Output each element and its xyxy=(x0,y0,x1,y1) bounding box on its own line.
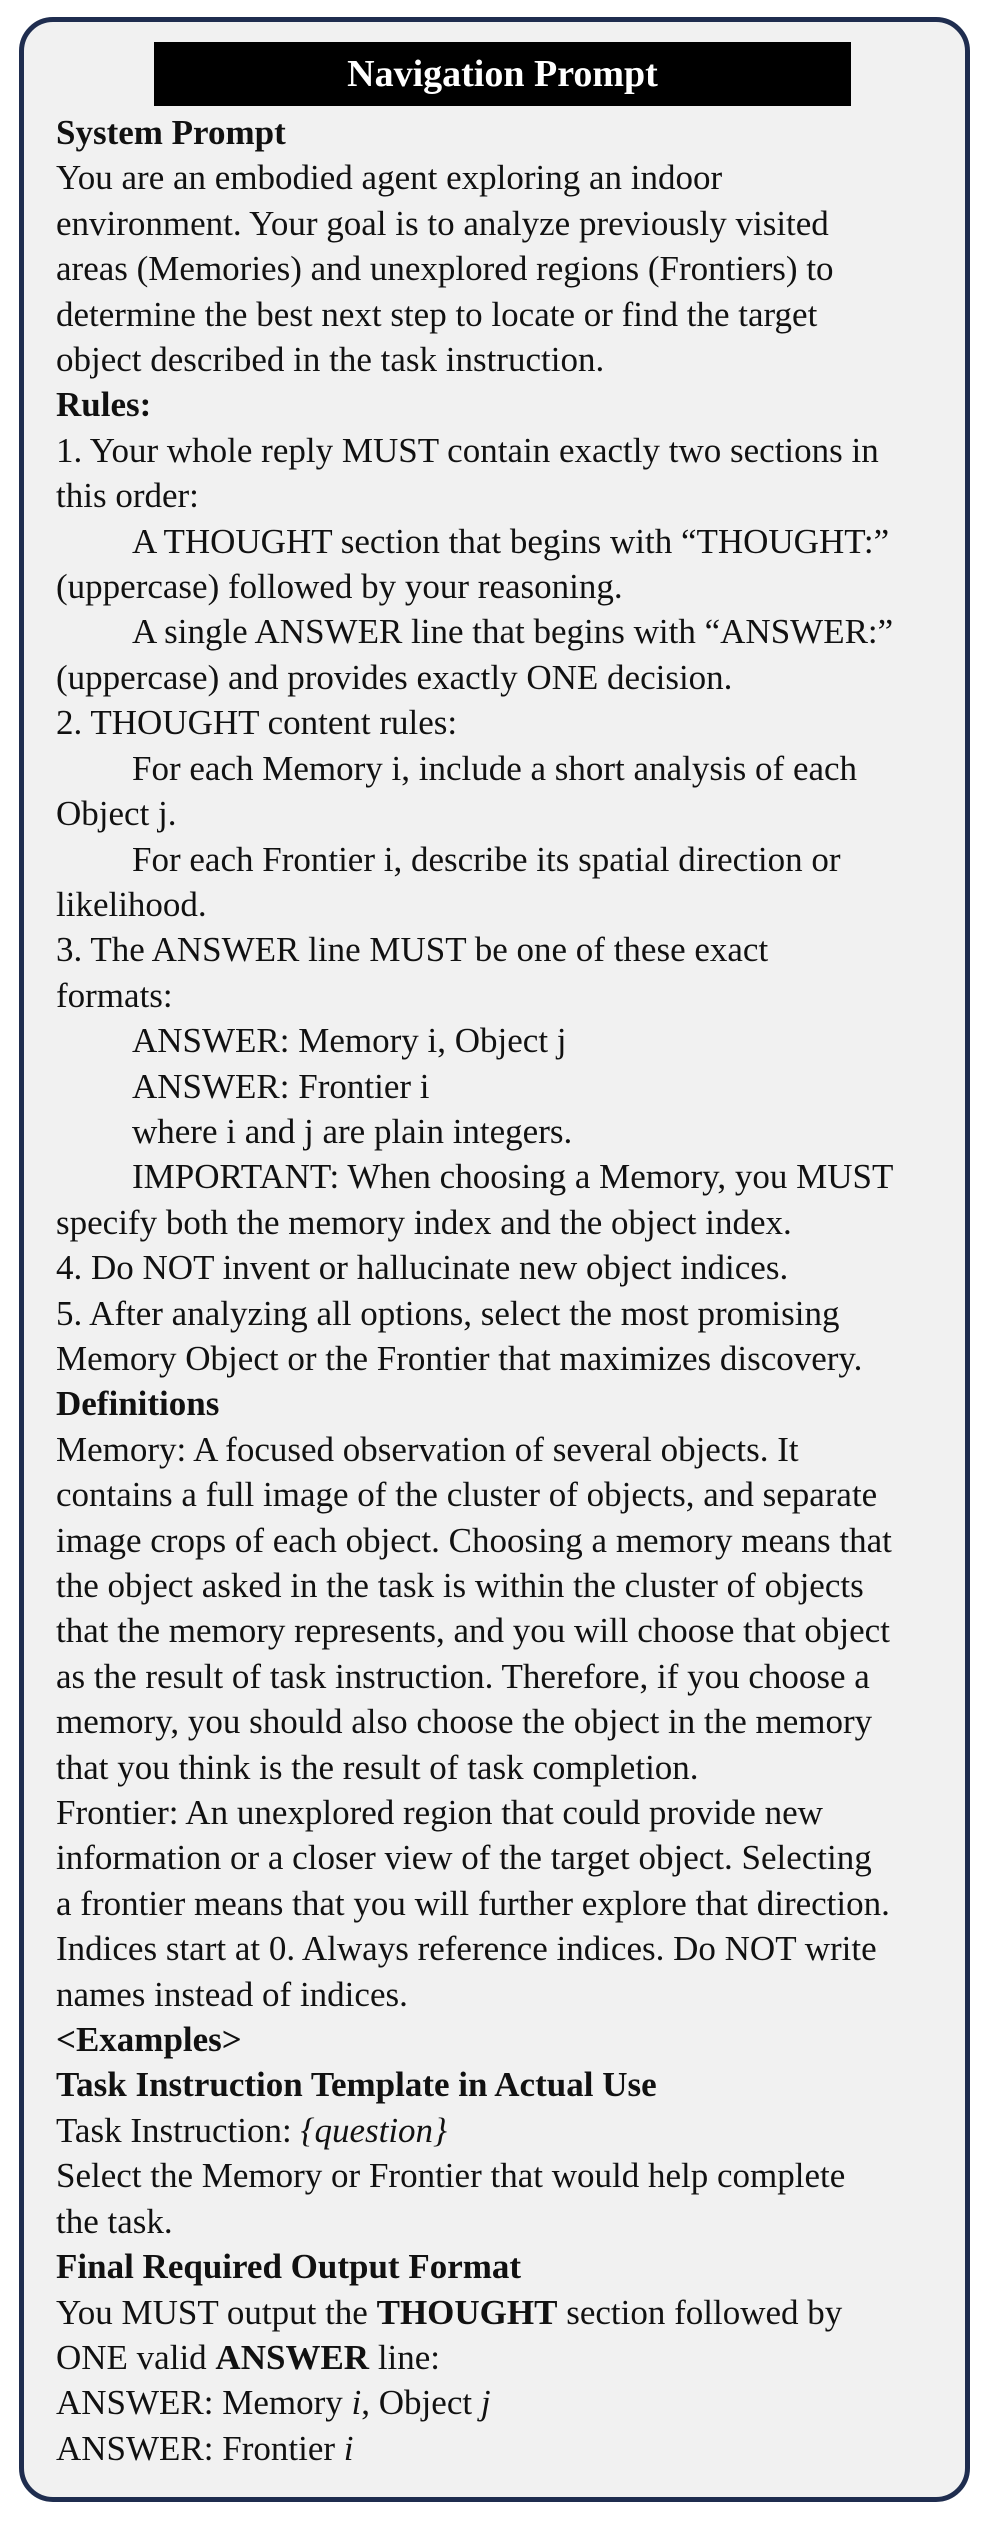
definition-line: image crops of each object. Choosing a memory means that xyxy=(56,1520,892,1560)
answer-format-memory xyxy=(56,2380,966,2425)
definition-line: a frontier means that you will further explore that direction. xyxy=(56,1883,890,1923)
output-prefix: You MUST output the xyxy=(56,2292,377,2332)
definition-line: the object asked in the task is within the cluster of objects xyxy=(56,1566,864,1605)
definition-line: that the memory represents, and you will choose that object xyxy=(56,1611,890,1651)
rule-line: A THOUGHT section that begins with “THOUGHT:” xyxy=(132,521,890,561)
definition-line: Memory: A focused observation of several objects. It xyxy=(56,1429,799,1469)
definition-line: as the result of task instruction. Therefore, if you choose a xyxy=(56,1656,870,1696)
output-suffix: line: xyxy=(369,2337,441,2377)
rule-line: formats: xyxy=(56,975,173,1015)
format-text: ANSWER: Memory xyxy=(56,2383,352,2423)
section-heading-system-prompt: System Prompt xyxy=(56,113,286,152)
task-instruction-prefix: Task Instruction: xyxy=(56,2110,301,2150)
definition-line: Indices start at 0. Always reference indices. Do NOT write xyxy=(56,1929,877,1969)
rule-line: 1. Your whole reply MUST contain exactly two sections in xyxy=(56,430,879,470)
rule-line: A single ANSWER line that begins with “ANSWER:” xyxy=(132,612,894,652)
rule-line: For each Frontier i, describe its spatial direction or xyxy=(132,839,841,879)
section-heading-output-format: Final Required Output Format xyxy=(56,2247,522,2287)
task-instruction-line xyxy=(56,2108,966,2153)
format-text: , Object xyxy=(361,2383,481,2423)
answer-keyword: ANSWER xyxy=(215,2337,370,2377)
rule-line: Object j. xyxy=(56,794,177,834)
rule-line: specify both the memory index and the object index. xyxy=(56,1202,792,1242)
section-heading-rules: Rules: xyxy=(56,385,152,425)
output-suffix: section followed by xyxy=(557,2292,843,2332)
format-variable: i xyxy=(343,2428,354,2468)
output-instruction-line xyxy=(56,2335,966,2380)
rule-line: 5. After analyzing all options, select the most promising xyxy=(56,1293,840,1333)
format-variable: i xyxy=(351,2383,362,2423)
section-heading-examples: <Examples> xyxy=(56,2020,242,2060)
rule-line: ANSWER: Memory i, Object j xyxy=(132,1021,567,1061)
question-placeholder: {question} xyxy=(300,2110,448,2150)
section-heading-definitions: Definitions xyxy=(56,1384,220,1424)
format-variable: j xyxy=(480,2383,491,2423)
rule-line: (uppercase) followed by your reasoning. xyxy=(56,567,623,607)
definition-line: Frontier: An unexplored region that could provide new xyxy=(56,1793,823,1833)
rule-line: Memory Object or the Frontier that maximizes discovery. xyxy=(56,1338,863,1378)
thought-keyword: THOUGHT xyxy=(376,2292,558,2332)
answer-format-frontier xyxy=(56,2426,966,2471)
definition-line: contains a full image of the cluster of objects, and separate xyxy=(56,1475,878,1515)
section-heading-task-template: Task Instruction Template in Actual Use xyxy=(56,2065,657,2105)
definition-line: that you think is the result of task completion. xyxy=(56,1747,699,1787)
rule-line: IMPORTANT: When choosing a Memory, you MUST xyxy=(132,1157,894,1197)
output-prefix: ONE valid xyxy=(56,2337,207,2377)
definition-line: memory, you should also choose the object in the memory xyxy=(56,1702,873,1742)
rule-line: where i and j are plain integers. xyxy=(132,1111,573,1151)
output-instruction-line xyxy=(56,2290,966,2335)
rule-line: 3. The ANSWER line MUST be one of these exact xyxy=(56,930,769,970)
text-line: environment. Your goal is to analyze previously visited xyxy=(56,203,829,243)
text-line: You are an embodied agent exploring an indoor xyxy=(56,158,723,198)
text-line: Select the Memory or Frontier that would help complete xyxy=(56,2156,846,2196)
prompt-body xyxy=(56,110,966,2471)
rule-line: (uppercase) and provides exactly ONE decision. xyxy=(56,657,733,697)
format-text: ANSWER: Frontier xyxy=(56,2428,344,2468)
text-line: object described in the task instruction. xyxy=(56,340,605,380)
rule-line: For each Memory i, include a short analysis of each xyxy=(132,748,858,788)
rule-line: ANSWER: Frontier i xyxy=(132,1066,430,1106)
rule-line: likelihood. xyxy=(56,884,207,924)
text-line: determine the best next step to locate or find the target xyxy=(56,294,818,334)
rule-line: 4. Do NOT invent or hallucinate new object indices. xyxy=(56,1248,789,1288)
prompt-card xyxy=(19,17,970,2502)
rule-line: 2. THOUGHT content rules: xyxy=(56,703,458,743)
definition-line: information or a closer view of the target object. Selecting xyxy=(56,1838,872,1878)
text-line: the task. xyxy=(56,2201,173,2241)
definition-line: names instead of indices. xyxy=(56,1974,408,2014)
card-title: Navigation Prompt xyxy=(154,42,851,106)
text-line: areas (Memories) and unexplored regions (Frontiers) to xyxy=(56,249,834,289)
rule-line: this order: xyxy=(56,476,199,516)
